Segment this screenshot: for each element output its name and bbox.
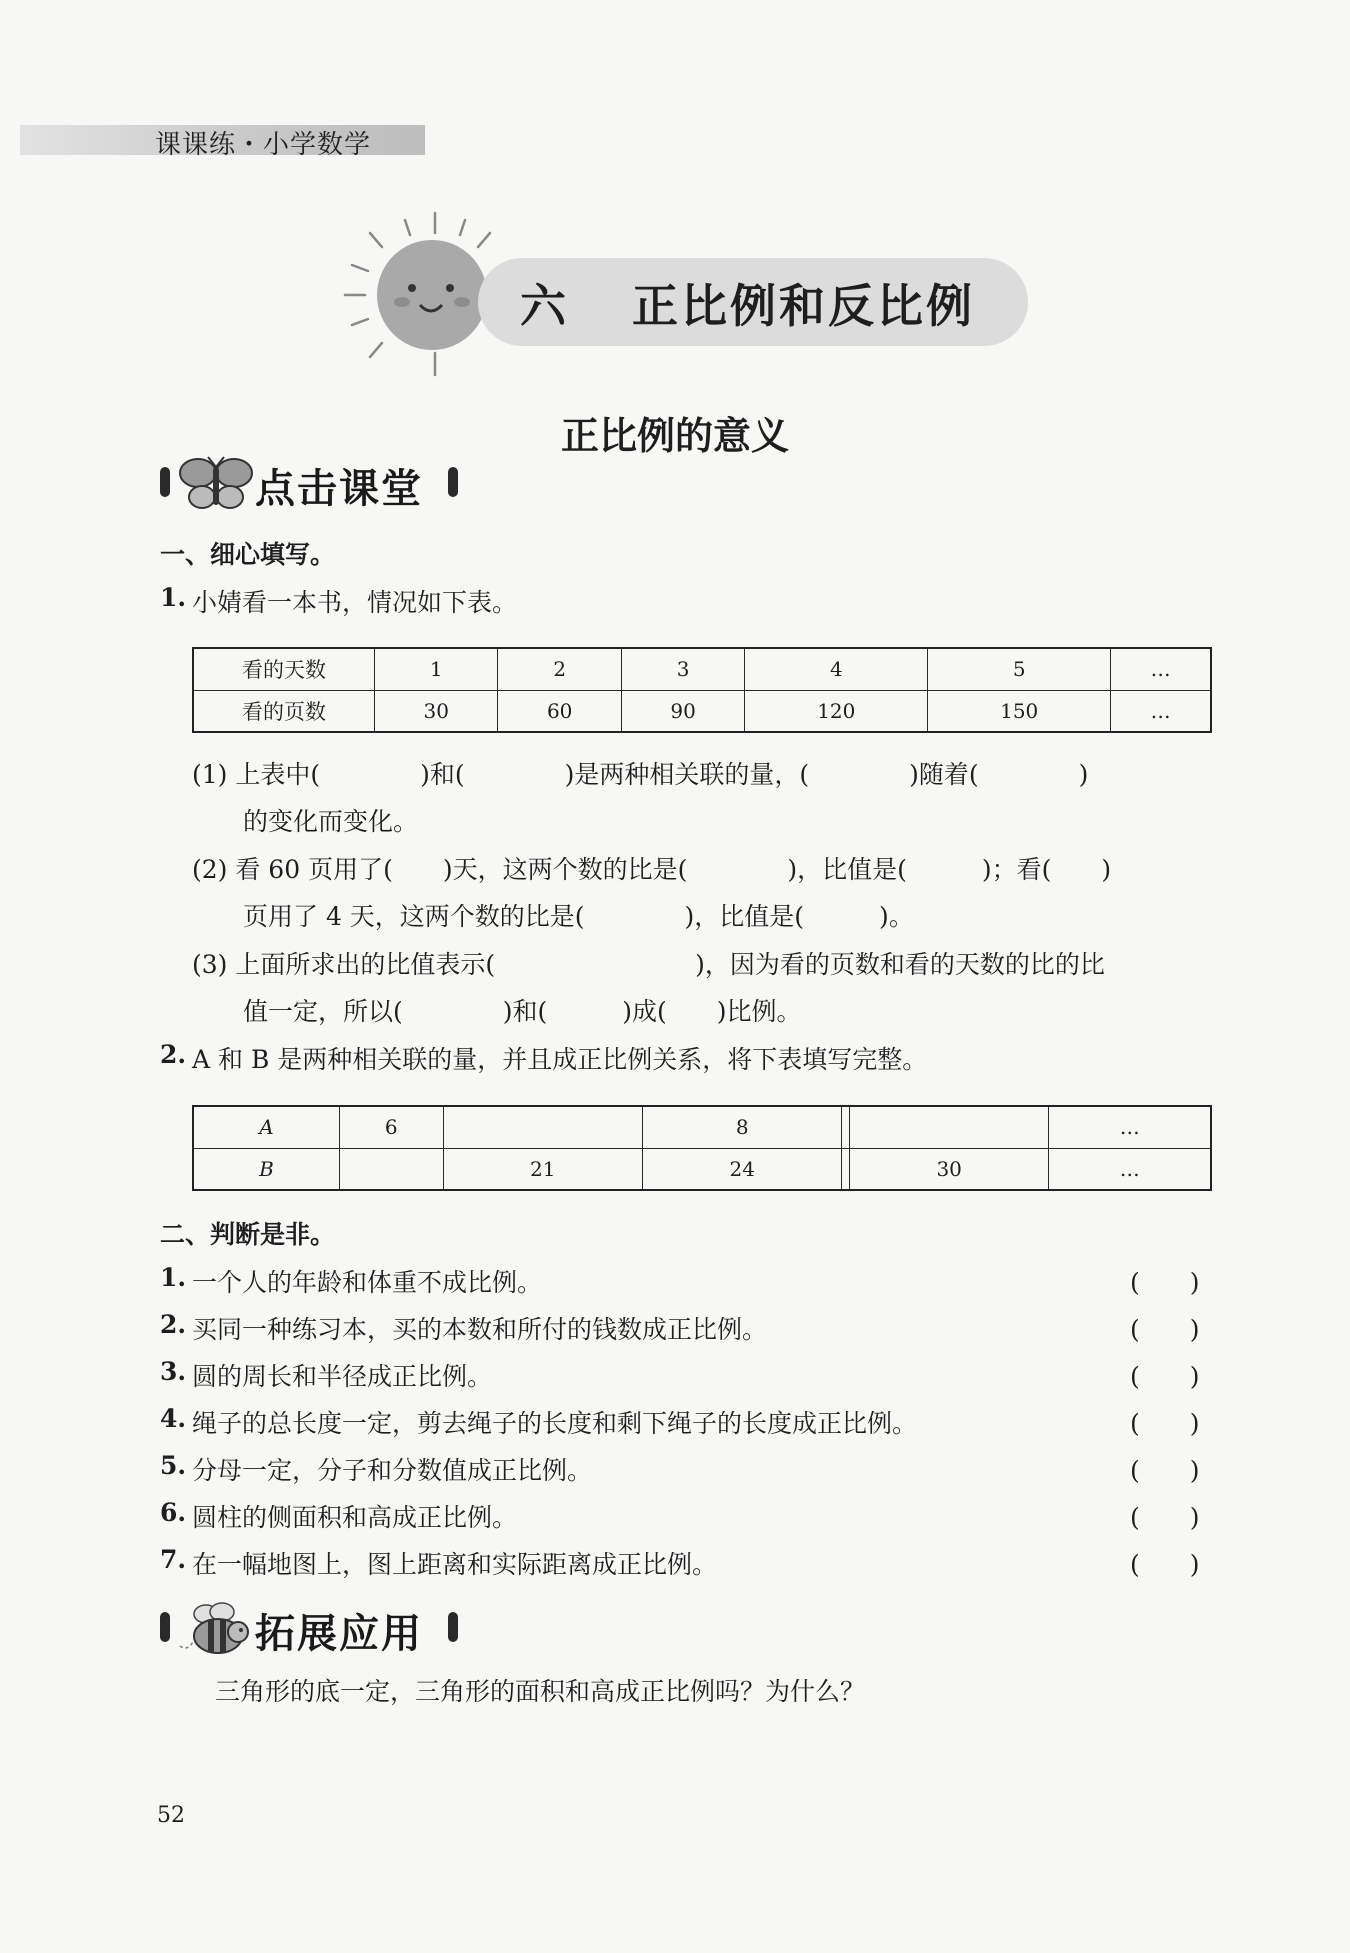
table-cell[interactable]: 21 <box>443 1148 642 1190</box>
judge-item-text: 圆柱的侧面积和高成正比例。 <box>192 1503 518 1532</box>
answer-paren[interactable]: ( ) <box>1130 1409 1200 1438</box>
butterfly-icon <box>176 455 256 515</box>
table-cell: … <box>1049 1106 1211 1148</box>
answer-paren[interactable]: ( ) <box>1130 1456 1200 1485</box>
judge-item-text: 绳子的总长度一定，剪去绳子的长度和剩下绳子的长度成正比例。 <box>192 1409 918 1438</box>
judge-item-text: 分母一定，分子和分数值成正比例。 <box>192 1456 593 1485</box>
q1-table <box>192 647 1212 733</box>
page-number: 52 <box>157 1803 185 1828</box>
table-cell[interactable] <box>849 1106 1048 1148</box>
table-cell[interactable] <box>842 1148 850 1190</box>
chapter-number: 六 <box>520 279 566 333</box>
judge-item-number: 7. <box>160 1545 187 1574</box>
judge-item-text: 一个人的年龄和体重不成比例。 <box>192 1268 543 1297</box>
table-cell: … <box>1111 648 1211 690</box>
table-cell[interactable]: 8 <box>642 1106 841 1148</box>
table-cell: 看的页数 <box>193 690 375 732</box>
table-cell[interactable]: 30 <box>849 1148 1048 1190</box>
answer-paren[interactable]: ( ) <box>1130 1550 1200 1579</box>
table-cell[interactable] <box>443 1106 642 1148</box>
judge-item-text: 圆的周长和半径成正比例。 <box>192 1362 493 1391</box>
answer-paren[interactable]: ( ) <box>1130 1362 1200 1391</box>
table-cell: 看的天数 <box>193 648 375 690</box>
judge-item-text: 在一幅地图上，图上距离和实际距离成正比例。 <box>192 1550 718 1579</box>
table-cell[interactable] <box>340 1148 444 1190</box>
judge-item-number: 3. <box>160 1357 187 1386</box>
judge-item-number: 2. <box>160 1310 187 1339</box>
table-cell: … <box>1111 690 1211 732</box>
table-row <box>193 648 1211 690</box>
table-cell: 4 <box>745 648 928 690</box>
table-cell: 30 <box>375 690 498 732</box>
table-cell: A <box>193 1106 340 1148</box>
judge-item-number: 4. <box>160 1404 187 1433</box>
judge-item-number: 5. <box>160 1451 187 1480</box>
table-row <box>193 1148 1211 1190</box>
table-cell: B <box>193 1148 340 1190</box>
extension-question: 三角形的底一定，三角形的面积和高成正比例吗？为什么？ <box>215 1677 866 1706</box>
part2-heading: 二、判断是非。 <box>160 1220 336 1249</box>
answer-paren[interactable]: ( ) <box>1130 1503 1200 1532</box>
answer-paren[interactable]: ( ) <box>1130 1315 1200 1344</box>
q1-sub3-line2: 值一定，所以( )和( )成( )比例。 <box>243 997 802 1026</box>
table-cell[interactable] <box>842 1106 850 1148</box>
table-cell: 90 <box>621 690 744 732</box>
section-banner-classroom <box>160 455 460 511</box>
q2-table <box>192 1105 1212 1191</box>
lesson-title: 正比例的意义 <box>560 414 789 458</box>
q1-sub2-line2: 页用了 4 天，这两个数的比是( )，比值是( )。 <box>243 902 914 931</box>
table-cell: 2 <box>498 648 621 690</box>
section-label-classroom: 点击课堂 <box>255 466 423 512</box>
table-row <box>193 1106 1211 1148</box>
q2-text: A 和 B 是两种相关联的量，并且成正比例关系，将下表填写完整。 <box>192 1045 928 1074</box>
q1-sub3-line1: (3) 上面所求出的比值表示( )，因为看的页数和看的天数的比的比 <box>192 950 1105 979</box>
q1-text: 小婧看一本书，情况如下表。 <box>192 588 518 617</box>
table-cell: 3 <box>621 648 744 690</box>
q1-number: 1. <box>160 583 187 612</box>
answer-paren[interactable]: ( ) <box>1130 1268 1200 1297</box>
table-cell: 1 <box>375 648 498 690</box>
table-row <box>193 690 1211 732</box>
header-text: 课课练・小学数学 <box>155 130 372 160</box>
judge-item-text: 买同一种练习本，买的本数和所付的钱数成正比例。 <box>192 1315 768 1344</box>
q1-sub2-line1: (2) 看 60 页用了( )天，这两个数的比是( )，比值是( )；看( ) <box>192 855 1112 884</box>
table-cell[interactable]: 6 <box>340 1106 444 1148</box>
table-cell: 60 <box>498 690 621 732</box>
q2-number: 2. <box>160 1040 187 1069</box>
bee-icon <box>176 1600 256 1660</box>
section-banner-extension <box>160 1600 460 1656</box>
table-cell: 150 <box>928 690 1111 732</box>
q1-sub1-line2: 的变化而变化。 <box>243 807 419 836</box>
judge-item-number: 1. <box>160 1263 187 1292</box>
table-cell[interactable]: 24 <box>642 1148 841 1190</box>
judge-item-number: 6. <box>160 1498 187 1527</box>
chapter-title: 正比例和反比例 <box>632 279 975 333</box>
part1-heading: 一、细心填写。 <box>160 540 336 569</box>
section-label-extension: 拓展应用 <box>255 1611 423 1657</box>
q1-sub1-line1: (1) 上表中( )和( )是两种相关联的量，( )随着( ) <box>192 760 1089 789</box>
table-cell: … <box>1049 1148 1211 1190</box>
table-cell: 120 <box>745 690 928 732</box>
table-cell: 5 <box>928 648 1111 690</box>
